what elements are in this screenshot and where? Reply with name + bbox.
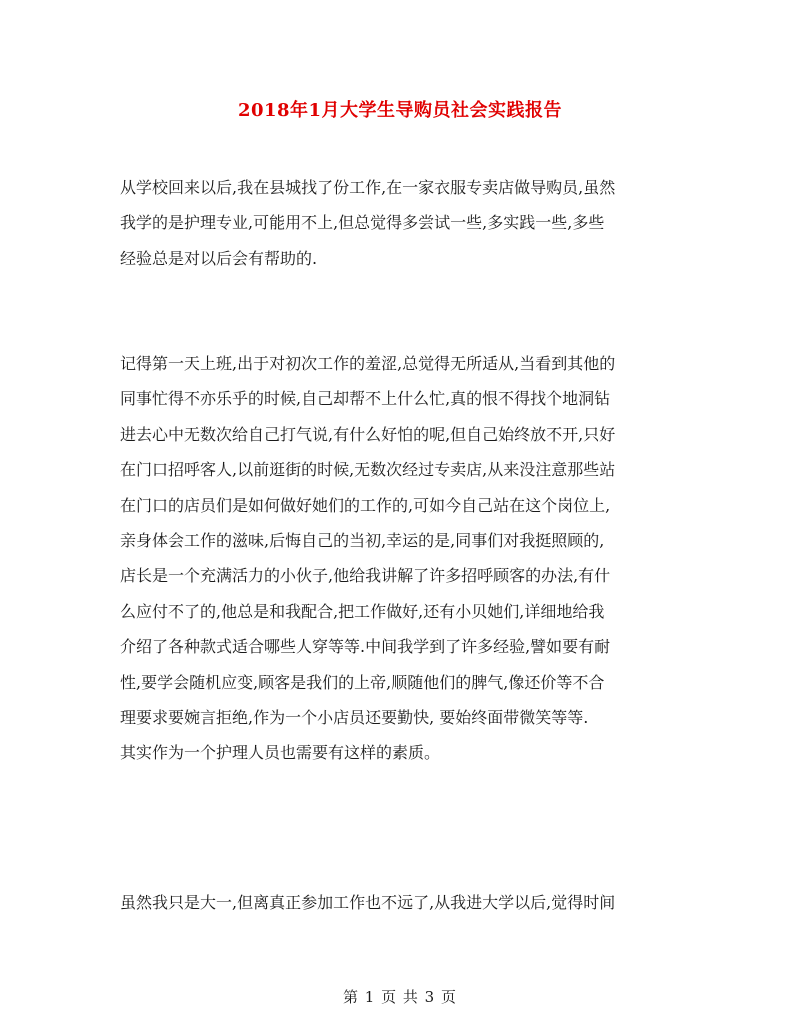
paragraph-line: 在门口的店员们是如何做好她们的工作的,可如今自己站在这个岗位上, bbox=[120, 495, 611, 515]
paragraph-2 bbox=[120, 346, 680, 771]
paragraph-line: 理要求要婉言拒绝,作为一个小店员还要勤快, 要始终面带微笑等等. bbox=[120, 708, 589, 728]
paragraph-line: 虽然我只是大一,但离真正参加工作也不远了,从我进大学以后,觉得时间 bbox=[120, 893, 616, 912]
paragraph-line: 性,要学会随机应变,顾客是我们的上帝,顺随他们的脾气,像还价等不合 bbox=[120, 672, 605, 692]
paragraph-line: 介绍了各种款式适合哪些人穿等等.中间我学到了许多经验,譬如要有耐 bbox=[120, 637, 611, 657]
paragraph-line: 记得第一天上班,出于对初次工作的羞涩,总觉得无所适从,当看到其他的 bbox=[120, 354, 616, 373]
paragraph-line: 我学的是护理专业,可能用不上,但总觉得多尝试一些,多实践一些,多些 bbox=[120, 213, 605, 233]
page-footer: 第 1 页 共 3 页 bbox=[343, 988, 457, 1006]
paragraph-line: 在门口招呼客人,以前逛街的时候,无数次经过专卖店,从来没注意那些站 bbox=[120, 460, 616, 480]
paragraph-1 bbox=[120, 170, 680, 276]
paragraph-line: 同事忙得不亦乐乎的时候,自己却帮不上什么忙,真的恨不得找个地洞钻 bbox=[120, 389, 611, 409]
document-title: 2018年1月大学生导购员社会实践报告 bbox=[237, 100, 563, 121]
paragraph-line: 店长是一个充满活力的小伙子,他给我讲解了许多招呼顾客的办法,有什 bbox=[120, 566, 611, 586]
paragraph-line: 从学校回来以后,我在县城找了份工作,在一家衣服专卖店做导购员,虽然 bbox=[120, 178, 616, 197]
paragraph-line: 么应付不了的,他总是和我配合,把工作做好,还有小贝她们,详细地给我 bbox=[120, 601, 605, 621]
paragraph-3 bbox=[120, 885, 680, 920]
paragraph-line: 经验总是对以后会有帮助的. bbox=[120, 248, 318, 268]
paragraph-line: 亲身体会工作的滋味,后悔自己的当初,幸运的是,同事们对我挺照顾的, bbox=[120, 531, 605, 551]
paragraph-line: 其实作为一个护理人员也需要有这样的素质。 bbox=[120, 743, 441, 763]
paragraph-line: 进去心中无数次给自己打气说,有什么好怕的呢,但自己始终放不开,只好 bbox=[120, 424, 616, 444]
